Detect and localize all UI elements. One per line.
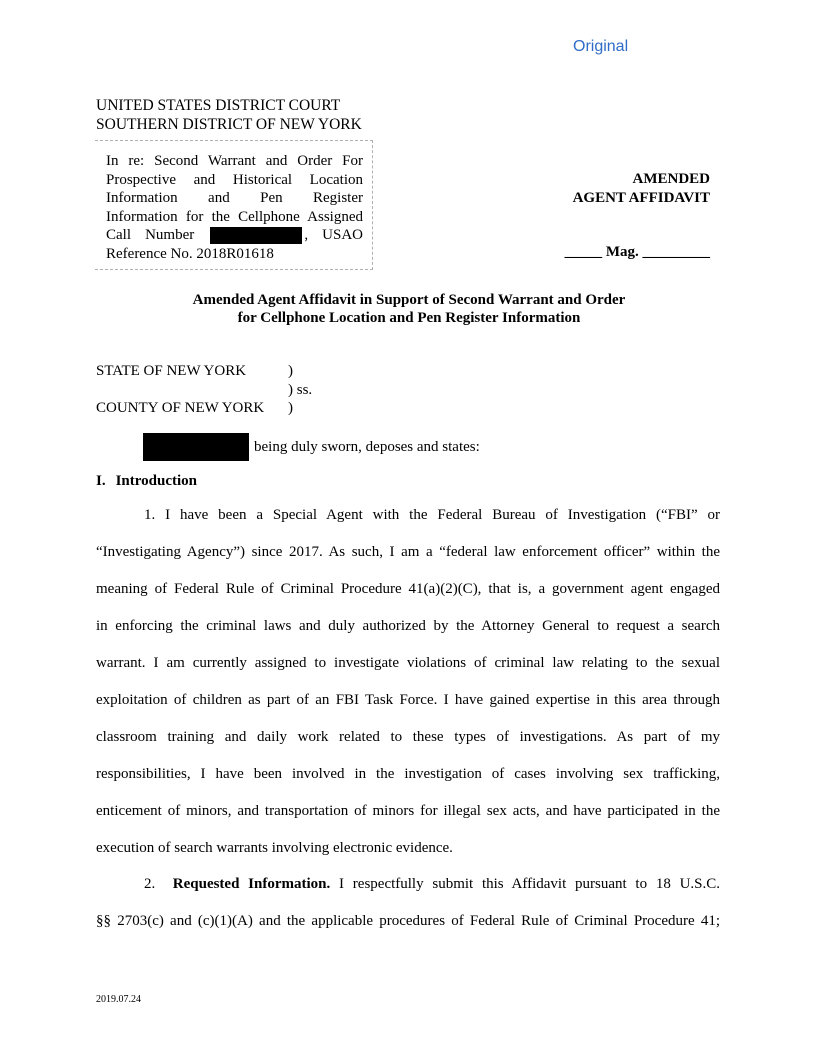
caption-line: Information for the Cellphone Assigned [106, 208, 363, 225]
caption-line: Information and Pen Register [106, 190, 363, 206]
case-caption [106, 152, 363, 263]
section-heading [96, 473, 197, 490]
case-caption-box [95, 140, 373, 270]
section-title: Introduction [115, 473, 198, 489]
footer-date: 2019.07.24 [96, 994, 141, 1005]
venue-paren: ) [288, 363, 293, 379]
caption-line: Reference No. 2018R01618 [106, 245, 274, 262]
court-header [96, 96, 362, 134]
paragraph-text: I respectfully submit this Affidavit pursuant to 18 U.S.C. [339, 876, 721, 892]
paragraph-line: meaning of Federal Rule of Criminal Procedure 41(a)(2)(C), that is, a government agent engaged [96, 581, 720, 597]
document-title-line1: Amended Agent Affidavit in Support of Second Warrant and Order [192, 292, 626, 308]
venue-state: STATE OF NEW YORK [96, 363, 247, 379]
venue-county: COUNTY OF NEW YORK [96, 400, 265, 416]
paragraph-line: in enforcing the criminal laws and duly authorized by the Attorney General to request a search [96, 618, 720, 634]
paragraph-heading: Requested Information. [172, 876, 331, 892]
document-type-line2: AGENT AFFIDAVIT [572, 190, 710, 206]
paragraph-line: “Investigating Agency”) since 2017. As such, I am a “federal law enforcement officer” within the [96, 544, 720, 560]
paragraph-line: §§ 2703(c) and (c)(1)(A) and the applicable procedures of Federal Rule of Criminal Procedure 41; [96, 913, 720, 929]
venue-block [96, 362, 312, 418]
document-title-line2: for Cellphone Location and Pen Register Information [237, 310, 581, 326]
original-label: Original [573, 38, 629, 55]
venue-paren: ) [288, 400, 293, 416]
sworn-text: being duly sworn, deposes and states: [254, 438, 480, 455]
caption-line-call-number [106, 226, 363, 245]
document-title [96, 291, 722, 327]
paragraph-line: execution of search warrants involving electronic evidence. [96, 840, 453, 856]
venue-ss: ) ss. [288, 381, 313, 398]
paragraph-line: warrant. I am currently assigned to investigate violations of criminal law relating to the sexual [96, 655, 720, 671]
paragraph-line [96, 866, 720, 903]
section-number: I. [96, 473, 106, 489]
paragraph-number: 2. [144, 876, 156, 892]
document-type [540, 170, 710, 208]
court-district: SOUTHERN DISTRICT OF NEW YORK [96, 116, 362, 133]
paragraph-line: responsibilities, I have been involved in the investigation of cases involving sex trafficking, [96, 766, 720, 782]
paragraph-line: exploitation of children as part of an FBI Task Force. I have gained expertise in this area through [96, 692, 720, 708]
caption-line: Prospective and Historical Location [106, 171, 363, 188]
paragraph-2 [96, 866, 720, 940]
paragraph-line: enticement of minors, and transportation of minors for illegal sex acts, and have participated in the [96, 803, 720, 819]
redaction-bar [143, 433, 249, 461]
caption-call-number-suffix: , USAO [304, 227, 364, 243]
paragraph-line: classroom training and daily work related to these types of investigations. As part of my [96, 729, 720, 745]
document-type-line1: AMENDED [632, 171, 710, 187]
caption-call-number-label: Call Number [106, 227, 195, 243]
redaction-bar [210, 227, 302, 244]
paragraph-1 [96, 497, 720, 867]
caption-line: In re: Second Warrant and Order For [106, 153, 363, 169]
paragraph-line: 1. I have been a Special Agent with the Federal Bureau of Investigation (“FBI” or [144, 507, 720, 523]
court-name: UNITED STATES DISTRICT COURT [96, 97, 341, 114]
magistrate-number-line: _____ Mag. _________ [564, 244, 710, 260]
sworn-statement [143, 433, 480, 461]
